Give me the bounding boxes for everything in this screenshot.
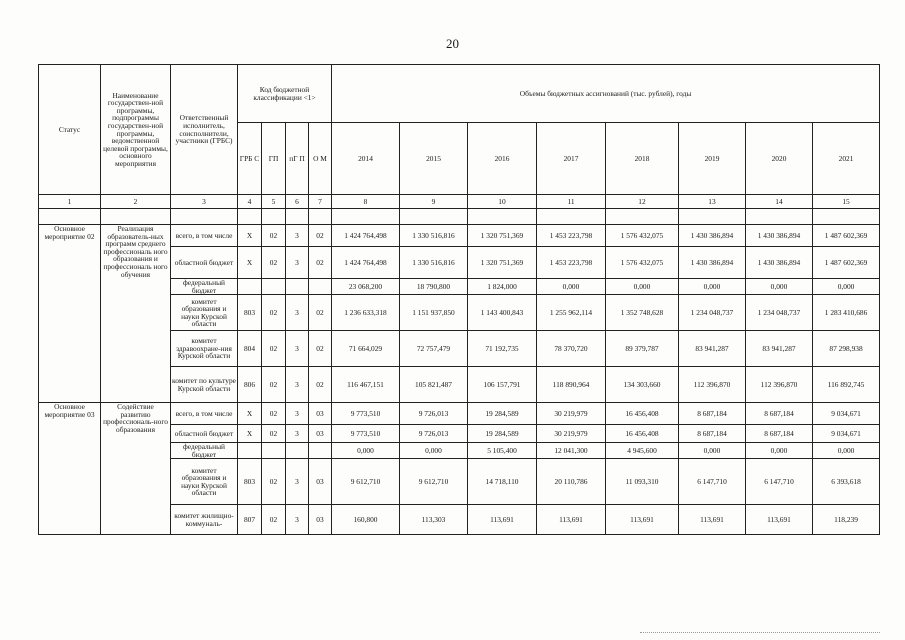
col-number: 14 xyxy=(746,195,813,209)
value-cell: 8 687,184 xyxy=(679,425,746,443)
value-cell: 1 487 602,369 xyxy=(813,225,880,247)
value-cell: 9 034,671 xyxy=(813,403,880,425)
value-cell: 0,000 xyxy=(813,279,880,295)
executor-cell: комитет по культуре Курской области xyxy=(171,367,238,403)
code-grbs-cell: 803 xyxy=(238,295,262,331)
value-cell: 0,000 xyxy=(606,279,679,295)
value-cell: 8 687,184 xyxy=(746,403,813,425)
code-gp-cell xyxy=(262,279,286,295)
value-cell: 30 219,979 xyxy=(537,403,606,425)
measure-name-cell: Содействие развитию профессиональ-ного образования xyxy=(101,403,171,535)
code-gp-cell: 02 xyxy=(262,331,286,367)
value-cell: 113,303 xyxy=(400,505,468,535)
value-cell: 0,000 xyxy=(746,443,813,459)
value-cell: 9 612,710 xyxy=(332,459,400,505)
value-cell: 9 034,671 xyxy=(813,425,880,443)
value-cell: 1 424 764,498 xyxy=(332,225,400,247)
value-cell: 113,691 xyxy=(606,505,679,535)
code-grbs-cell: 807 xyxy=(238,505,262,535)
code-om-cell: 02 xyxy=(309,225,332,247)
value-cell: 6 147,710 xyxy=(746,459,813,505)
value-cell: 71 192,735 xyxy=(468,331,537,367)
value-cell: 116 467,151 xyxy=(332,367,400,403)
code-om-cell: 03 xyxy=(309,425,332,443)
value-cell: 0,000 xyxy=(746,279,813,295)
header-row-1 xyxy=(39,65,880,123)
col-number: 13 xyxy=(679,195,746,209)
header-year: 2019 xyxy=(679,123,746,195)
value-cell: 30 219,979 xyxy=(537,425,606,443)
value-cell: 1 236 633,318 xyxy=(332,295,400,331)
code-grbs-cell: Х xyxy=(238,403,262,425)
value-cell: 0,000 xyxy=(679,279,746,295)
value-cell: 1 430 386,894 xyxy=(679,247,746,279)
code-om-cell: 02 xyxy=(309,247,332,279)
value-cell: 71 664,029 xyxy=(332,331,400,367)
code-grbs-cell: Х xyxy=(238,425,262,443)
code-om-cell: 02 xyxy=(309,367,332,403)
code-gp-cell: 02 xyxy=(262,295,286,331)
value-cell: 89 379,787 xyxy=(606,331,679,367)
value-cell: 19 284,589 xyxy=(468,403,537,425)
header-year: 2014 xyxy=(332,123,400,195)
value-cell: 160,800 xyxy=(332,505,400,535)
header-status: Статус xyxy=(39,65,101,195)
value-cell: 1 352 748,628 xyxy=(606,295,679,331)
col-number: 7 xyxy=(309,195,332,209)
executor-cell: областной бюджет xyxy=(171,425,238,443)
value-cell: 1 487 602,369 xyxy=(813,247,880,279)
value-cell: 1 453 223,798 xyxy=(537,247,606,279)
code-gp-cell: 02 xyxy=(262,403,286,425)
table-row xyxy=(39,403,880,425)
value-cell: 116 892,745 xyxy=(813,367,880,403)
status-cell: Основное мероприятие 03 xyxy=(39,403,101,535)
code-pgp-cell: 3 xyxy=(286,331,309,367)
code-grbs-cell: Х xyxy=(238,247,262,279)
code-pgp-cell: 3 xyxy=(286,225,309,247)
value-cell: 1 453 223,798 xyxy=(537,225,606,247)
value-cell: 113,691 xyxy=(468,505,537,535)
value-cell: 1 320 751,369 xyxy=(468,247,537,279)
value-cell: 1 255 962,114 xyxy=(537,295,606,331)
value-cell: 118 890,964 xyxy=(537,367,606,403)
header-code-grbs: ГРБ С xyxy=(238,123,262,195)
code-om-cell xyxy=(309,279,332,295)
header-volumes: Объемы бюджетных ассигнований (тыс. рублей), годы xyxy=(332,65,880,123)
value-cell: 113,691 xyxy=(537,505,606,535)
value-cell: 1 330 516,816 xyxy=(400,225,468,247)
col-number: 6 xyxy=(286,195,309,209)
header-year: 2018 xyxy=(606,123,679,195)
value-cell: 6 147,710 xyxy=(679,459,746,505)
col-number: 3 xyxy=(171,195,238,209)
header-year: 2016 xyxy=(468,123,537,195)
value-cell: 9 612,710 xyxy=(400,459,468,505)
value-cell: 9 773,510 xyxy=(332,425,400,443)
value-cell: 16 456,408 xyxy=(606,403,679,425)
executor-cell: комитет здравоохране-ния Курской области xyxy=(171,331,238,367)
status-cell: Основное мероприятие 02 xyxy=(39,225,101,403)
executor-cell: федеральный бюджет xyxy=(171,279,238,295)
code-om-cell: 02 xyxy=(309,295,332,331)
code-pgp-cell: 3 xyxy=(286,505,309,535)
value-cell: 11 093,310 xyxy=(606,459,679,505)
col-number: 10 xyxy=(468,195,537,209)
value-cell: 134 303,660 xyxy=(606,367,679,403)
value-cell: 14 718,110 xyxy=(468,459,537,505)
executor-cell: комитет образования и науки Курской области xyxy=(171,459,238,505)
table-row xyxy=(39,225,880,247)
budget-table xyxy=(38,64,880,535)
page-number: 20 xyxy=(446,36,459,51)
value-cell: 1 430 386,894 xyxy=(746,247,813,279)
col-number: 4 xyxy=(238,195,262,209)
value-cell: 20 110,786 xyxy=(537,459,606,505)
code-grbs-cell: 806 xyxy=(238,367,262,403)
code-grbs-cell: 803 xyxy=(238,459,262,505)
header-year: 2020 xyxy=(746,123,813,195)
executor-cell: федеральный бюджет xyxy=(171,443,238,459)
code-pgp-cell: 3 xyxy=(286,403,309,425)
code-pgp-cell: 3 xyxy=(286,247,309,279)
col-number: 1 xyxy=(39,195,101,209)
value-cell: 8 687,184 xyxy=(746,425,813,443)
executor-cell: комитет образования и науки Курской области xyxy=(171,295,238,331)
header-code-pgp: пГ П xyxy=(286,123,309,195)
value-cell: 113,691 xyxy=(679,505,746,535)
value-cell: 1 151 937,850 xyxy=(400,295,468,331)
value-cell: 18 790,800 xyxy=(400,279,468,295)
header-code-gp: ГП xyxy=(262,123,286,195)
value-cell: 0,000 xyxy=(813,443,880,459)
value-cell: 87 298,938 xyxy=(813,331,880,367)
code-om-cell: 03 xyxy=(309,505,332,535)
value-cell: 1 430 386,894 xyxy=(679,225,746,247)
code-om-cell: 03 xyxy=(309,403,332,425)
code-gp-cell: 02 xyxy=(262,225,286,247)
executor-cell: всего, в том числе xyxy=(171,403,238,425)
value-cell: 19 284,589 xyxy=(468,425,537,443)
value-cell: 1 330 516,816 xyxy=(400,247,468,279)
value-cell: 1 576 432,075 xyxy=(606,225,679,247)
column-number-row xyxy=(39,195,880,209)
value-cell: 112 396,870 xyxy=(746,367,813,403)
value-cell: 16 456,408 xyxy=(606,425,679,443)
code-om-cell xyxy=(309,443,332,459)
value-cell: 105 821,487 xyxy=(400,367,468,403)
value-cell: 118,239 xyxy=(813,505,880,535)
executor-cell: комитет жилищно-коммуналь- xyxy=(171,505,238,535)
code-pgp-cell: 3 xyxy=(286,295,309,331)
col-number: 15 xyxy=(813,195,880,209)
spacer-row xyxy=(39,209,880,225)
executor-cell: областной бюджет xyxy=(171,247,238,279)
code-gp-cell xyxy=(262,443,286,459)
code-grbs-cell xyxy=(238,443,262,459)
col-number: 9 xyxy=(400,195,468,209)
header-year: 2015 xyxy=(400,123,468,195)
value-cell: 0,000 xyxy=(679,443,746,459)
value-cell: 1 143 400,843 xyxy=(468,295,537,331)
value-cell: 113,691 xyxy=(746,505,813,535)
code-pgp-cell xyxy=(286,443,309,459)
value-cell: 9 726,013 xyxy=(400,403,468,425)
code-om-cell: 03 xyxy=(309,459,332,505)
code-pgp-cell: 3 xyxy=(286,425,309,443)
value-cell: 106 157,791 xyxy=(468,367,537,403)
value-cell: 0,000 xyxy=(537,279,606,295)
value-cell: 83 941,287 xyxy=(679,331,746,367)
value-cell: 1 430 386,894 xyxy=(746,225,813,247)
header-code-om: О М xyxy=(309,123,332,195)
col-number: 11 xyxy=(537,195,606,209)
value-cell: 1 576 432,075 xyxy=(606,247,679,279)
code-pgp-cell xyxy=(286,279,309,295)
code-grbs-cell: Х xyxy=(238,225,262,247)
footer-rule xyxy=(640,632,880,636)
measure-name-cell: Реализация образователь-ных программ среднего профессиональ ного образования и профессиональ ного обучения xyxy=(101,225,171,403)
value-cell: 1 234 048,737 xyxy=(679,295,746,331)
value-cell: 8 687,184 xyxy=(679,403,746,425)
code-gp-cell: 02 xyxy=(262,247,286,279)
col-number: 5 xyxy=(262,195,286,209)
code-gp-cell: 02 xyxy=(262,459,286,505)
code-grbs-cell xyxy=(238,279,262,295)
value-cell: 0,000 xyxy=(400,443,468,459)
code-pgp-cell: 3 xyxy=(286,367,309,403)
col-number: 12 xyxy=(606,195,679,209)
value-cell: 9 726,013 xyxy=(400,425,468,443)
value-cell: 1 320 751,369 xyxy=(468,225,537,247)
code-gp-cell: 02 xyxy=(262,505,286,535)
header-year: 2021 xyxy=(813,123,880,195)
value-cell: 72 757,479 xyxy=(400,331,468,367)
value-cell: 4 945,600 xyxy=(606,443,679,459)
code-gp-cell: 02 xyxy=(262,367,286,403)
executor-cell: всего, в том числе xyxy=(171,225,238,247)
value-cell: 1 234 048,737 xyxy=(746,295,813,331)
header-name: Наименование государствен-ной программы, подпрограммы государствен-ной программы, ведомственной целевой программы, основного мероприятия xyxy=(101,65,171,195)
header-executor: Ответственный исполнитель, соисполнители, участники (ГРБС) xyxy=(171,65,238,195)
value-cell: 1 424 764,498 xyxy=(332,247,400,279)
value-cell: 83 941,287 xyxy=(746,331,813,367)
code-om-cell: 02 xyxy=(309,331,332,367)
header-budget-code: Код бюджетной классификации <1> xyxy=(238,65,332,123)
code-pgp-cell: 3 xyxy=(286,459,309,505)
value-cell: 9 773,510 xyxy=(332,403,400,425)
code-grbs-cell: 804 xyxy=(238,331,262,367)
col-number: 8 xyxy=(332,195,400,209)
value-cell: 112 396,870 xyxy=(679,367,746,403)
value-cell: 78 370,720 xyxy=(537,331,606,367)
value-cell: 12 041,300 xyxy=(537,443,606,459)
value-cell: 23 068,200 xyxy=(332,279,400,295)
value-cell: 0,000 xyxy=(332,443,400,459)
code-gp-cell: 02 xyxy=(262,425,286,443)
value-cell: 1 283 410,686 xyxy=(813,295,880,331)
header-year: 2017 xyxy=(537,123,606,195)
value-cell: 6 393,618 xyxy=(813,459,880,505)
col-number: 2 xyxy=(101,195,171,209)
value-cell: 5 105,400 xyxy=(468,443,537,459)
value-cell: 1 824,000 xyxy=(468,279,537,295)
